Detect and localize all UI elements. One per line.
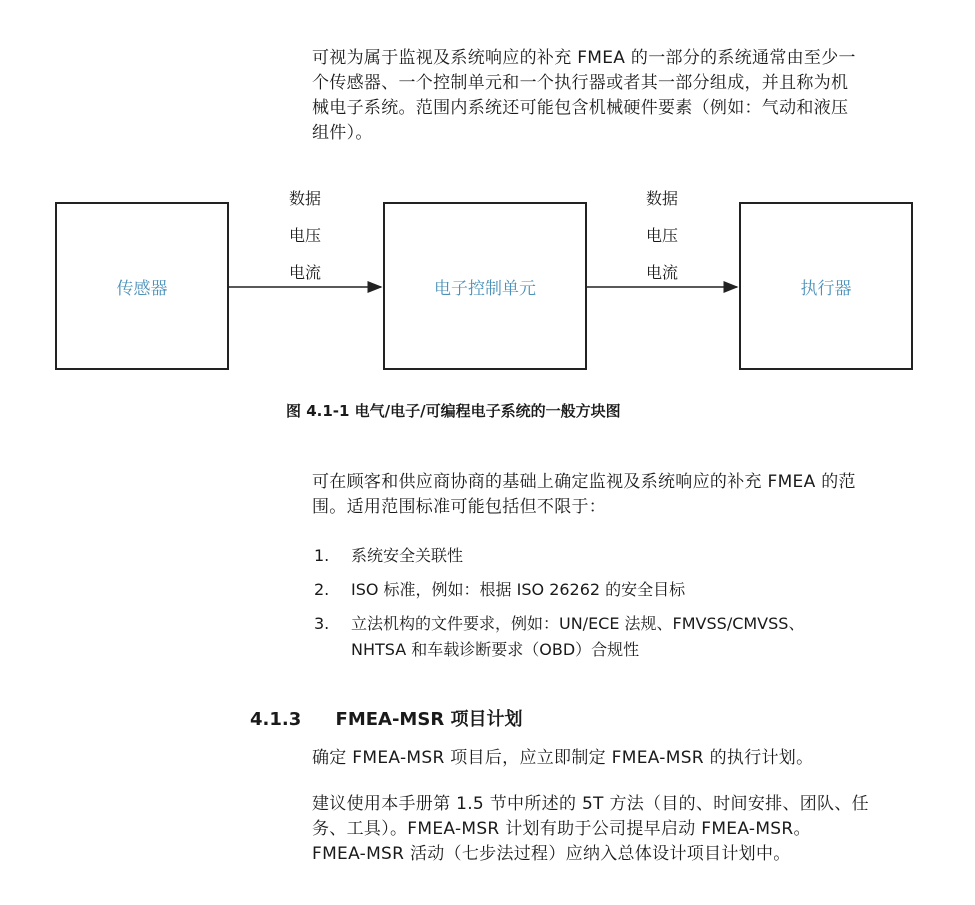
list-text: 系统安全关联性 <box>351 546 464 565</box>
scope-paragraph <box>312 470 922 520</box>
list-number: 1. <box>314 546 330 565</box>
list-number: 2. <box>314 580 330 599</box>
ecu-label: 电子控制单元 <box>434 278 536 299</box>
signal-label: 电流 <box>288 263 321 282</box>
scope-line: 可在顾客和供应商协商的基础上确定监视及系统响应的补充 FMEA 的范 <box>312 472 856 492</box>
scope-line: 围。适用范围标准可能包括但不限于： <box>312 497 607 517</box>
intro-line: 可视为属于监视及系统响应的补充 FMEA 的一部分的系统通常由至少一 <box>312 48 856 68</box>
signal-label: 数据 <box>288 189 321 208</box>
section-line: 务、工具）。FMEA-MSR 计划有助于公司提早启动 FMEA-MSR。 <box>312 819 811 839</box>
signal-label: 数据 <box>645 189 678 208</box>
intro-line: 个传感器、一个控制单元和一个执行器或者其一部分组成，并且称为机 <box>312 73 849 93</box>
list-text: ISO 标准，例如：根据 ISO 26262 的安全目标 <box>351 580 686 599</box>
section-heading <box>250 705 522 731</box>
sensor-label: 传感器 <box>116 278 168 299</box>
section-line: FMEA-MSR 活动（七步法过程）应纳入总体设计项目计划中。 <box>312 844 791 864</box>
signal-label: 电压 <box>288 226 321 245</box>
diagram-arrows <box>0 0 975 420</box>
list-text: 立法机构的文件要求，例如：UN/ECE 法规、FMVSS/CMVSS、 <box>351 614 805 633</box>
section-paragraph-2 <box>312 792 932 867</box>
intro-line: 组件）。 <box>312 123 373 143</box>
actuator-label: 执行器 <box>800 278 852 299</box>
section-line: 建议使用本手册第 1.5 节中所述的 5T 方法（目的、时间安排、团队、任 <box>312 794 869 814</box>
section-title: FMEA-MSR 项目计划 <box>335 709 523 730</box>
signal-labels-left <box>275 180 335 291</box>
signal-label: 电流 <box>645 263 678 282</box>
intro-line: 械电子系统。范围内系统还可能包含机械硬件要素（例如：气动和液压 <box>312 98 849 118</box>
list-text: NHTSA 和车载诊断要求（OBD）合规性 <box>351 640 640 659</box>
section-number: 4.1.3 <box>250 709 302 730</box>
section-paragraph-1: 确定 FMEA-MSR 项目后，应立即制定 FMEA-MSR 的执行计划。 <box>312 748 814 768</box>
signal-labels-right <box>632 180 692 291</box>
figure-caption: 图 4.1-1 电气/电子/可编程电子系统的一般方块图 <box>286 402 621 420</box>
signal-label: 电压 <box>645 226 678 245</box>
list-number: 3. <box>314 614 330 633</box>
